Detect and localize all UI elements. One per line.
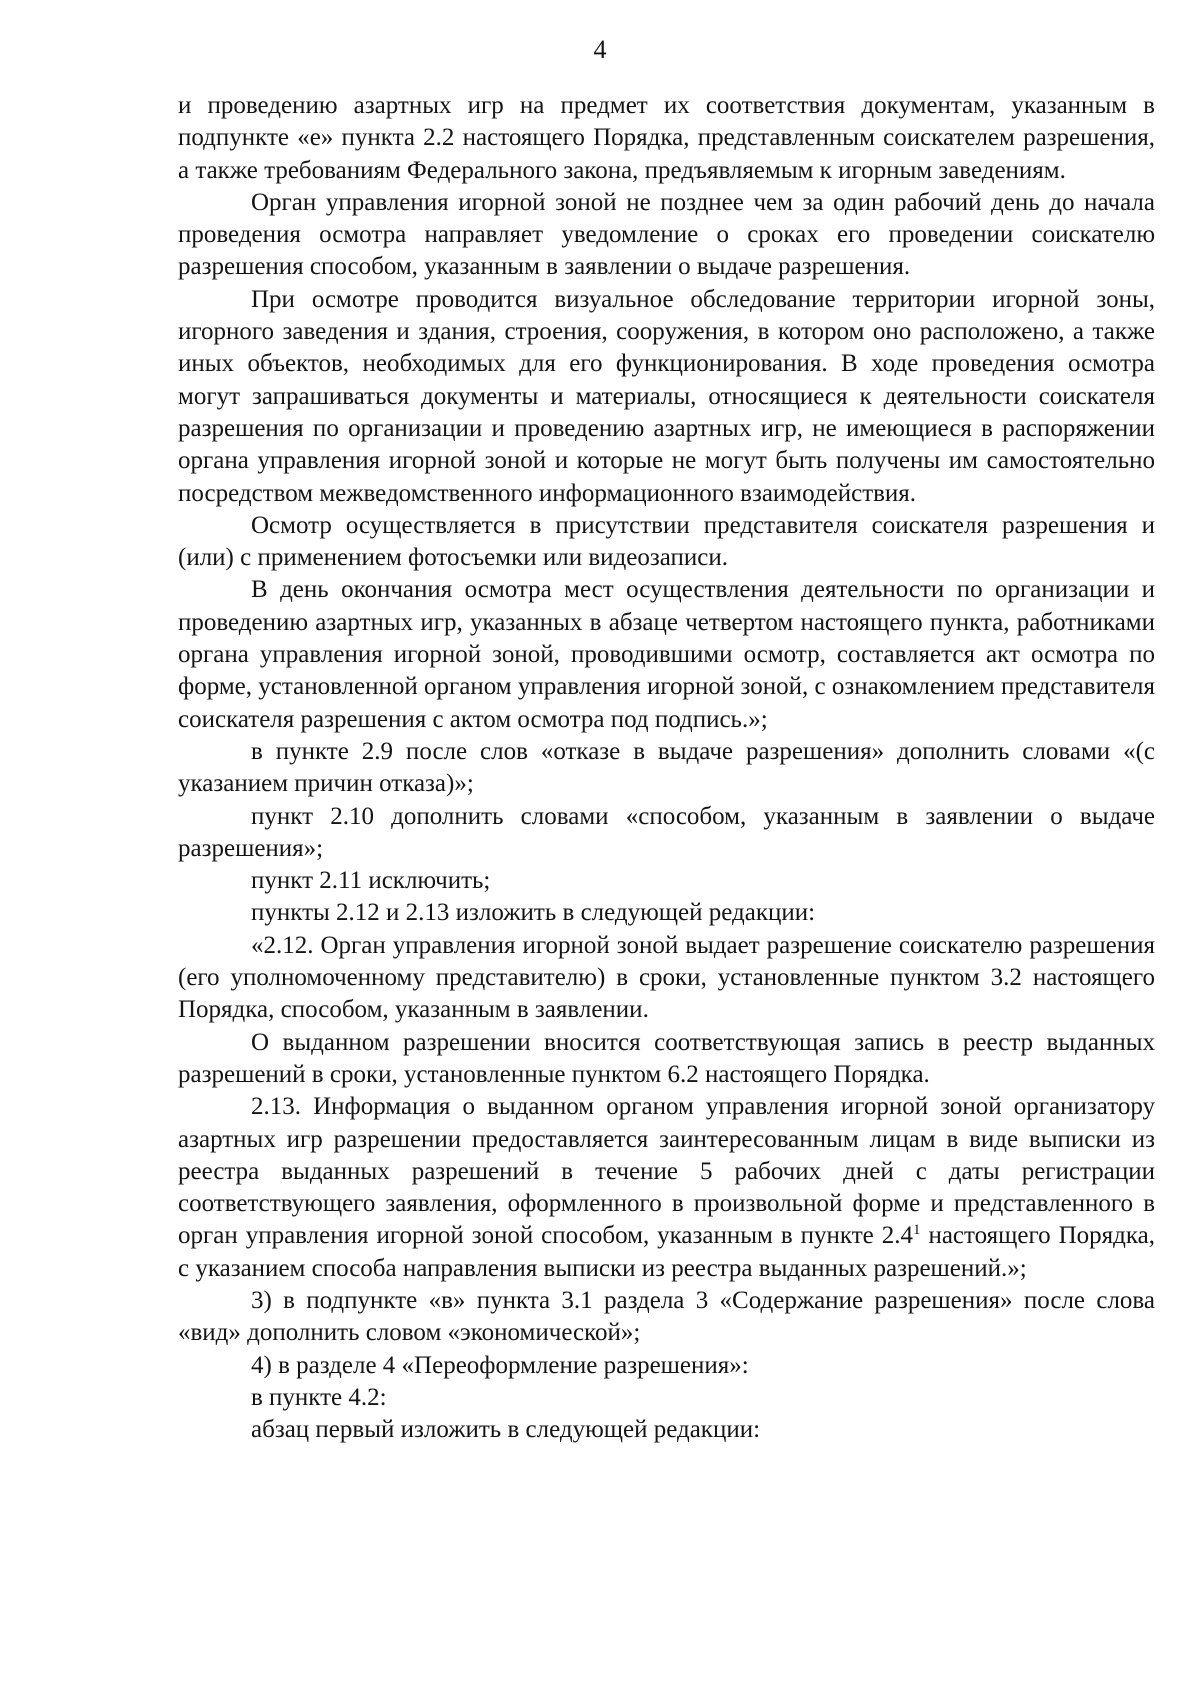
paragraph-item-4-2: в пункте 4.2: [251,1383,387,1411]
paragraph-inspection-presence: Осмотр осуществляется в присутствии представителя соискателя разрешения и (или) с применением фотосъемки или видеозаписи. [178,511,1155,572]
paragraph-first-abzac: абзац первый изложить в следующей редакции: [251,1416,761,1444]
page-number: 4 [593,35,607,64]
paragraph-registry-entry: О выданном разрешении вносится соответствующая запись в реестр выданных разрешений в сроки, установленные пунктом 6.2 настоящего Порядка. [178,1028,1155,1088]
paragraph-item-3: 3) в подпункте «в» пункта 3.1 раздела 3 «Содержание разрешения» после слова «вид» дополнить словом «экономической»; [178,1286,1155,1347]
paragraph-item-4: 4) в разделе 4 «Переоформление разрешения»: [251,1351,749,1379]
paragraph-inspection: При осмотре проводится визуальное обследование территории игорной зоны, игорного заведения и здания, строения, сооружения, в котором оно расположено, а также иных объектов, необходимых для его функционирования. В ходе проведения осмотра могут запрашиваться документы и материалы, относящиеся к деятельности соискателя разрешения по организации и проведению азартных игр, не имеющиеся в распоряжении органа управления игорной зоной и которые не могут быть получены им самостоятельно посредством межведомственного информационного взаимодействия. [178,285,1155,507]
superscript-footnote: 1 [912,1222,921,1239]
paragraph-item-2-10: пункт 2.10 дополнить словами «способом, указанным в заявлении о выдаче разрешения»; [178,802,1155,862]
paragraph-inspection-act: В день окончания осмотра мест осуществления деятельности по организации и проведению азартных игр, указанных в абзаце четвертом настоящего пункта, работниками органа управления игорной зоной, проводившими осмотр, составляется акт осмотра по форме, установленной органом управления игорной зоной, с ознакомлением представителя соискателя разрешения с актом осмотра под подпись.»; [178,576,1155,733]
paragraph-continuation: и проведению азартных игр на предмет их соответствия документам, указанным в подпункте «е» пункта 2.2 настоящего Порядка, представленным соискателем разрешения, а также требованиям Федерального закона, предъявляемым к игорным заведениям. [178,92,1155,184]
paragraph-2-13-text-after: настоящего Порядка, с указанием способа направления выписки из реестра выданных разрешений.»; [178,1222,1155,1282]
paragraph-2-13 [178,1091,1155,1285]
paragraph-2-12: «2.12. Орган управления игорной зоной выдает разрешение соискателю разрешения (его уполномоченному представителю) в сроки, установленные пунктом 3.2 настоящего Порядка, способом, указанным в заявлении. [178,931,1155,1024]
paragraph-2-13-text-before: 2.13. Информация о выданном органом управления игорной зоной организатору азартных игр разрешении предоставляется заинтересованным лицам в виде выписки из реестра выданных разрешений в течение 5 рабочих дней с даты регистрации соответствующего заявления, оформленного в произвольной форме и представленного в орган управления игорной зоной способом, указанным в пункте 2.4 [178,1093,1155,1250]
paragraph-notification: Орган управления игорной зоной не позднее чем за один рабочий день до начала проведения осмотра направляет уведомление о сроках его проведении соискателю разрешения способом, указанным в заявлении о выдаче разрешения. [178,188,1155,281]
paragraph-item-2-9: в пункте 2.9 после слов «отказе в выдаче разрешения» дополнить словами «(с указанием причин отказа)»; [178,737,1155,798]
document-body [178,90,1155,1446]
paragraph-item-2-11: пункт 2.11 исключить; [251,867,491,895]
paragraph-items-2-12-2-13: пункты 2.12 и 2.13 изложить в следующей редакции: [251,899,816,927]
